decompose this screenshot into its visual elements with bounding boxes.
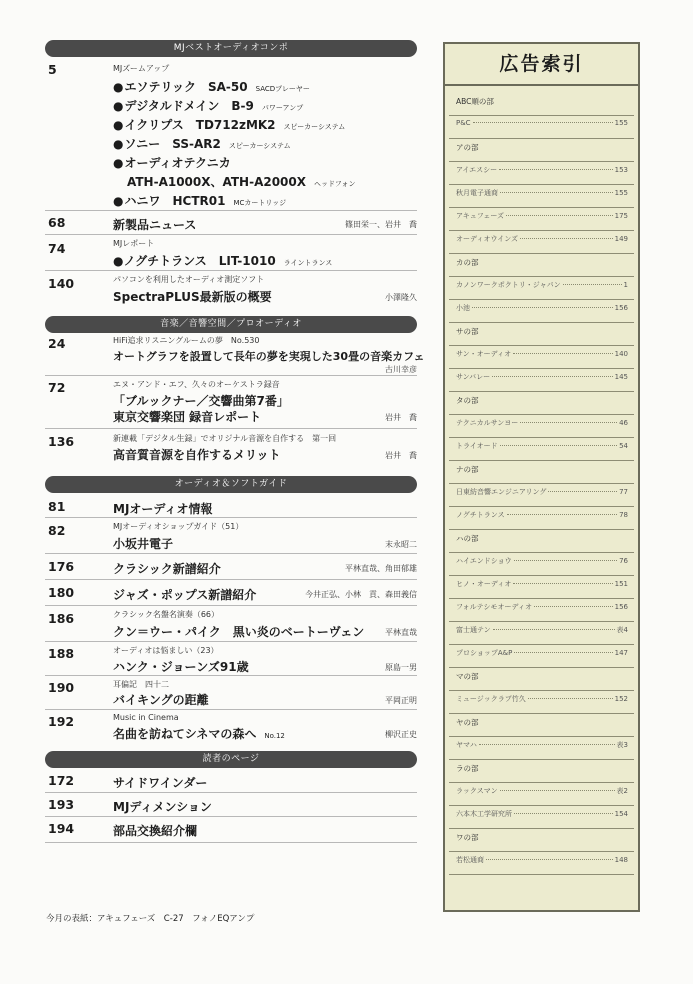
ad-divider bbox=[449, 644, 634, 645]
entry-title: 小坂井電子 bbox=[113, 537, 174, 551]
entry-subtitle: MJレポート bbox=[113, 239, 155, 248]
page-number: 140 bbox=[48, 276, 75, 291]
entry-subtitle: オーディオは悩ましい（23） bbox=[113, 646, 219, 655]
ad-divider bbox=[449, 621, 634, 622]
entry-author: 岩井 喬 bbox=[385, 451, 417, 460]
ad-divider bbox=[449, 851, 634, 852]
leader-dots bbox=[528, 698, 613, 699]
ad-index-row bbox=[456, 119, 628, 127]
ad-index-row bbox=[456, 648, 628, 658]
entry-author: 柳沢正史 bbox=[385, 730, 417, 739]
advertiser-page: 156 bbox=[614, 304, 628, 312]
page-number: 81 bbox=[48, 499, 66, 514]
page-number: 176 bbox=[48, 559, 75, 574]
leader-dots bbox=[514, 560, 617, 561]
bullet-icon: ● bbox=[113, 194, 124, 208]
leader-dots bbox=[513, 353, 613, 354]
advertiser-page: 145 bbox=[614, 373, 628, 381]
divider bbox=[45, 517, 417, 518]
ad-divider bbox=[449, 115, 634, 116]
ad-divider bbox=[449, 874, 634, 875]
ad-divider bbox=[449, 138, 634, 139]
ad-index-row bbox=[456, 165, 628, 175]
divider bbox=[45, 579, 417, 580]
page-number: 172 bbox=[48, 773, 75, 788]
zoom-item-name: ソニー SS-AR2 bbox=[124, 137, 221, 151]
bullet-icon: ● bbox=[113, 80, 124, 94]
bullet-icon: ● bbox=[113, 118, 124, 132]
leader-dots bbox=[514, 652, 612, 653]
ad-index-row bbox=[456, 441, 628, 451]
advertiser-page: 156 bbox=[614, 603, 628, 611]
page-number: 193 bbox=[48, 797, 75, 812]
advertiser-page: 表4 bbox=[616, 626, 628, 634]
zoom-item-name: デジタルドメイン B-9 bbox=[124, 99, 254, 113]
leader-dots bbox=[514, 813, 613, 814]
advertiser-page: 140 bbox=[614, 350, 628, 358]
ad-divider bbox=[449, 391, 634, 392]
entry-subtitle: MJオーディオショップガイド（51） bbox=[113, 522, 244, 531]
entry-title: 「ブルックナー／交響曲第7番」 bbox=[113, 394, 289, 408]
page-number: 82 bbox=[48, 523, 66, 538]
leader-dots bbox=[473, 122, 613, 123]
advertiser-name: カノンワークポクトリ・ジャパン bbox=[456, 281, 561, 289]
advertiser-name: オーディオウインズ bbox=[456, 235, 519, 243]
ad-divider bbox=[449, 460, 634, 461]
entry-title: 部品交換紹介欄 bbox=[113, 824, 198, 838]
ad-section-heading: ナの部 bbox=[456, 465, 479, 474]
ad-index-row bbox=[456, 487, 628, 497]
ad-divider bbox=[449, 552, 634, 553]
ad-divider bbox=[449, 828, 634, 829]
section-band-readers: 読者のページ bbox=[45, 751, 417, 768]
ad-divider bbox=[449, 184, 634, 185]
advertiser-page: 54 bbox=[619, 442, 628, 450]
advertiser-page: 149 bbox=[614, 235, 628, 243]
advertiser-page: 153 bbox=[614, 166, 628, 174]
page-number: 180 bbox=[48, 585, 75, 600]
entry-subtitle: HiFi追求リスニングルームの夢 No.530 bbox=[113, 336, 260, 345]
advertiser-name: 小池 bbox=[456, 304, 470, 312]
advertiser-page: 175 bbox=[614, 212, 628, 220]
entry-title: ジャズ・ポップス新譜紹介 bbox=[113, 588, 257, 602]
ad-divider bbox=[449, 230, 634, 231]
zoom-item-name: イクリプス TD712zMK2 bbox=[124, 118, 276, 132]
leader-dots bbox=[472, 307, 613, 308]
entry-title: MJオーディオ情報 bbox=[113, 502, 213, 516]
advertiser-page: 46 bbox=[619, 419, 628, 427]
ad-divider bbox=[449, 736, 634, 737]
zoom-item-name: ATH-A1000X、ATH-A2000X bbox=[127, 175, 307, 189]
advertiser-page: 154 bbox=[614, 810, 628, 818]
page-number: 136 bbox=[48, 434, 75, 449]
advertiser-name: フォルテシモオーディオ bbox=[456, 603, 532, 611]
advertiser-name: ヒノ・オーディオ bbox=[456, 580, 512, 588]
entry-author: 古川幸彦 bbox=[385, 365, 417, 374]
ad-index-row bbox=[456, 740, 628, 750]
leader-dots bbox=[534, 606, 613, 607]
advertiser-name: プロショップA&P bbox=[456, 649, 513, 657]
ad-divider bbox=[449, 759, 634, 760]
ad-section-heading: ABC順の部 bbox=[456, 97, 494, 106]
advertiser-page: 155 bbox=[614, 189, 628, 197]
leader-dots bbox=[548, 491, 617, 492]
cover-caption: 今月の表紙：アキュフェーズ C-27 フォノEQアンプ bbox=[46, 914, 255, 924]
advertiser-name: ミュージックラブ竹久 bbox=[456, 695, 526, 703]
advertiser-page: 152 bbox=[614, 695, 628, 703]
advertiser-name: アイエスシー bbox=[456, 166, 498, 174]
zoom-item-category: SACDプレーヤー bbox=[255, 85, 310, 93]
ad-index-row bbox=[456, 556, 628, 566]
page-number: 68 bbox=[48, 215, 66, 230]
ad-section-heading: タの部 bbox=[456, 396, 479, 405]
advertiser-page: 148 bbox=[614, 856, 628, 864]
entry-subtitle: 新連載「デジタル生録」でオリジナル音源を自作する 第一回 bbox=[113, 434, 337, 443]
ad-divider bbox=[449, 414, 634, 415]
advertiser-name: テクニカルサンヨー bbox=[456, 419, 519, 427]
entry-title: ハンク・ジョーンズ91歳 bbox=[113, 660, 249, 674]
ad-divider bbox=[449, 299, 634, 300]
advertiser-page: 78 bbox=[619, 511, 628, 519]
entry-title-text: 名曲を訪ねてシネマの森へ bbox=[113, 727, 257, 741]
zoom-item-category: スピーカーシステム bbox=[228, 142, 291, 150]
entry-author: 平林直哉 bbox=[385, 628, 417, 637]
entry-author: 岩井 喬 bbox=[385, 413, 417, 422]
ad-section-heading: ワの部 bbox=[456, 833, 479, 842]
entry-title: SpectraPLUS最新版の概要 bbox=[113, 290, 272, 304]
leader-dots bbox=[520, 238, 613, 239]
ad-divider bbox=[449, 345, 634, 346]
ad-divider bbox=[449, 713, 634, 714]
leader-dots bbox=[500, 790, 615, 791]
leader-dots bbox=[500, 445, 617, 446]
advertiser-name: ラックスマン bbox=[456, 787, 498, 795]
leader-dots bbox=[513, 583, 612, 584]
ad-divider bbox=[449, 368, 634, 369]
ad-divider bbox=[449, 782, 634, 783]
zoom-item bbox=[113, 116, 345, 133]
zoom-item-name: オーディオテクニカ bbox=[124, 156, 231, 170]
ad-divider bbox=[449, 253, 634, 254]
ad-index-row bbox=[456, 280, 628, 290]
zoom-item bbox=[126, 173, 355, 190]
divider bbox=[45, 709, 417, 710]
leader-dots bbox=[499, 169, 613, 170]
leader-dots bbox=[479, 744, 615, 745]
entry-author: 原島一男 bbox=[385, 663, 417, 672]
entry-author: 今井正弘、小林 貢、森田義信 bbox=[305, 590, 417, 599]
entry-title-note: No.12 bbox=[264, 732, 285, 740]
zoom-item-category: パワーアンプ bbox=[261, 104, 304, 112]
entry-title-text: ●ノグチトランス LIT-1010 bbox=[113, 254, 276, 268]
divider bbox=[45, 270, 417, 271]
ad-index-row bbox=[456, 510, 628, 520]
ad-section-heading: サの部 bbox=[456, 327, 479, 336]
zoom-item-name: ハニワ HCTR01 bbox=[124, 194, 226, 208]
zoom-item-name: エソテリック SA-50 bbox=[124, 80, 248, 94]
page-number: 5 bbox=[48, 62, 57, 77]
advertiser-name: 秋月電子通商 bbox=[456, 189, 498, 197]
divider bbox=[45, 792, 417, 793]
entry-title: 高音質音源を自作するメリット bbox=[113, 448, 281, 462]
page-number: 72 bbox=[48, 380, 66, 395]
advertiser-name: 六本木工学研究所 bbox=[456, 810, 512, 818]
ad-index-row bbox=[456, 188, 628, 198]
ad-divider bbox=[449, 483, 634, 484]
advertiser-name: 日東紡音響エンジニアリング bbox=[456, 488, 547, 496]
page-number: 188 bbox=[48, 646, 75, 661]
ad-index-row bbox=[456, 234, 628, 244]
zoom-item bbox=[113, 78, 310, 95]
zoom-item-category: ヘッドフォン bbox=[314, 180, 356, 188]
advertiser-page: 147 bbox=[614, 649, 628, 657]
advertiser-page: 表3 bbox=[616, 741, 628, 749]
entry-subtitle: Music in Cinema bbox=[113, 713, 179, 722]
zoom-item bbox=[113, 97, 303, 114]
entry-author: 末永昭二 bbox=[385, 540, 417, 549]
advertiser-page: 77 bbox=[619, 488, 628, 496]
leader-dots bbox=[563, 284, 622, 285]
entry-title: サイドワインダー bbox=[113, 776, 208, 790]
section-band-software-guide: オーディオ＆ソフトガイド bbox=[45, 476, 417, 493]
ad-divider bbox=[449, 207, 634, 208]
entry-title-line2: 東京交響楽団 録音レポート bbox=[113, 410, 262, 424]
page-number: 186 bbox=[48, 611, 75, 626]
leader-dots bbox=[500, 192, 613, 193]
advertiser-page: 76 bbox=[619, 557, 628, 565]
zoom-item-category: MCカートリッジ bbox=[233, 199, 287, 207]
ad-divider bbox=[449, 667, 634, 668]
entry-author: 篠田栄一、岩井 喬 bbox=[345, 220, 417, 229]
ad-index-row bbox=[456, 579, 628, 589]
entry-subtitle: クラシック名盤名演奏（66） bbox=[113, 610, 220, 619]
ad-index-row bbox=[456, 349, 628, 359]
entry-author: 平岡正明 bbox=[385, 696, 417, 705]
zoom-item-category: スピーカーシステム bbox=[283, 123, 346, 131]
entry-author: 小澤隆久 bbox=[385, 293, 417, 302]
ad-section-heading: カの部 bbox=[456, 258, 479, 267]
ad-divider bbox=[449, 506, 634, 507]
ad-index-row bbox=[456, 418, 628, 428]
ad-index-row bbox=[456, 303, 628, 313]
ad-index-row bbox=[456, 625, 628, 635]
entry-title bbox=[113, 725, 285, 742]
divider bbox=[45, 375, 417, 376]
page-number: 24 bbox=[48, 336, 66, 351]
ad-index-row bbox=[456, 694, 628, 704]
bullet-icon: ● bbox=[113, 156, 124, 170]
ad-divider bbox=[449, 276, 634, 277]
page-number: 190 bbox=[48, 680, 75, 695]
ad-section-heading: ラの部 bbox=[456, 764, 479, 773]
divider bbox=[45, 641, 417, 642]
divider bbox=[45, 816, 417, 817]
divider bbox=[45, 428, 417, 429]
advertiser-name: アキュフェーズ bbox=[456, 212, 505, 220]
divider bbox=[45, 842, 417, 843]
ad-section-heading: アの部 bbox=[456, 143, 479, 152]
ad-index-title: 広告索引 bbox=[445, 44, 638, 86]
section-band-best-audio: MJベストオーディオコンポ bbox=[45, 40, 417, 57]
entry-title: クラシック新譜紹介 bbox=[113, 562, 221, 576]
ad-divider bbox=[449, 437, 634, 438]
ad-divider bbox=[449, 529, 634, 530]
advertiser-name: 若松通商 bbox=[456, 856, 484, 864]
ad-index-row bbox=[456, 602, 628, 612]
entry-title bbox=[113, 252, 332, 269]
ad-section-heading: ハの部 bbox=[456, 534, 479, 543]
bullet-icon: ● bbox=[113, 99, 124, 113]
entry-title: クン＝ウー・パイク 黒い炎のベートーヴェン bbox=[113, 625, 365, 639]
divider bbox=[45, 234, 417, 235]
ad-divider bbox=[449, 322, 634, 323]
ad-index-row bbox=[456, 372, 628, 382]
advertiser-page: 表2 bbox=[616, 787, 628, 795]
advertiser-name: 富士通テン bbox=[456, 626, 491, 634]
divider bbox=[45, 210, 417, 211]
ad-index-row bbox=[456, 211, 628, 221]
zoom-item bbox=[113, 154, 239, 171]
advertiser-name: ヤマハ bbox=[456, 741, 477, 749]
ad-divider bbox=[449, 575, 634, 576]
ad-divider bbox=[449, 690, 634, 691]
leader-dots bbox=[492, 376, 612, 377]
advertiser-name: ハイエンドショウ bbox=[456, 557, 512, 565]
advertiser-page: 155 bbox=[614, 119, 628, 127]
ad-index-row bbox=[456, 855, 628, 865]
entry-subtitle: MJズームアップ bbox=[113, 64, 170, 73]
page-number: 74 bbox=[48, 241, 66, 256]
leader-dots bbox=[486, 859, 613, 860]
divider bbox=[45, 553, 417, 554]
ad-divider bbox=[449, 805, 634, 806]
leader-dots bbox=[507, 514, 617, 515]
leader-dots bbox=[493, 629, 615, 630]
ad-divider bbox=[449, 161, 634, 162]
divider bbox=[45, 605, 417, 606]
entry-author: 平林直哉、角田郁雄 bbox=[345, 564, 417, 573]
zoom-item bbox=[113, 192, 286, 209]
entry-title: オートグラフを設置して長年の夢を実現した30畳の音楽カフェ bbox=[113, 350, 425, 363]
advertiser-page: 1 bbox=[623, 281, 628, 289]
page-number: 192 bbox=[48, 714, 75, 729]
advertiser-name: P&C bbox=[456, 119, 471, 127]
entry-subtitle: パソコンを利用したオーディオ測定ソフト bbox=[113, 275, 265, 284]
zoom-item bbox=[113, 135, 291, 152]
entry-subtitle: エヌ・アンド・エフ、久々のオーケストラ録音 bbox=[113, 380, 280, 389]
bullet-icon: ● bbox=[113, 137, 124, 151]
advertiser-name: サン・オーディオ bbox=[456, 350, 512, 358]
ad-section-heading: マの部 bbox=[456, 672, 479, 681]
leader-dots bbox=[506, 215, 613, 216]
entry-subtitle: 耳偏記 四十二 bbox=[113, 680, 169, 689]
entry-title: バイキングの距離 bbox=[113, 693, 209, 707]
ad-divider bbox=[449, 598, 634, 599]
ad-section-heading: ヤの部 bbox=[456, 718, 479, 727]
leader-dots bbox=[520, 422, 617, 423]
entry-title: MJディメンション bbox=[113, 800, 212, 814]
ad-index-panel bbox=[443, 42, 640, 912]
entry-title: 新製品ニュース bbox=[113, 218, 197, 232]
advertiser-page: 151 bbox=[614, 580, 628, 588]
advertiser-name: サンバレー bbox=[456, 373, 491, 381]
page-number: 194 bbox=[48, 821, 75, 836]
advertiser-name: トライオード bbox=[456, 442, 498, 450]
ad-index-row bbox=[456, 809, 628, 819]
advertiser-name: ノグチトランス bbox=[456, 511, 505, 519]
entry-title-note: ライントランス bbox=[283, 259, 333, 267]
ad-index-row bbox=[456, 786, 628, 796]
section-band-music: 音楽／音響空間／プロオーディオ bbox=[45, 316, 417, 333]
divider bbox=[45, 675, 417, 676]
